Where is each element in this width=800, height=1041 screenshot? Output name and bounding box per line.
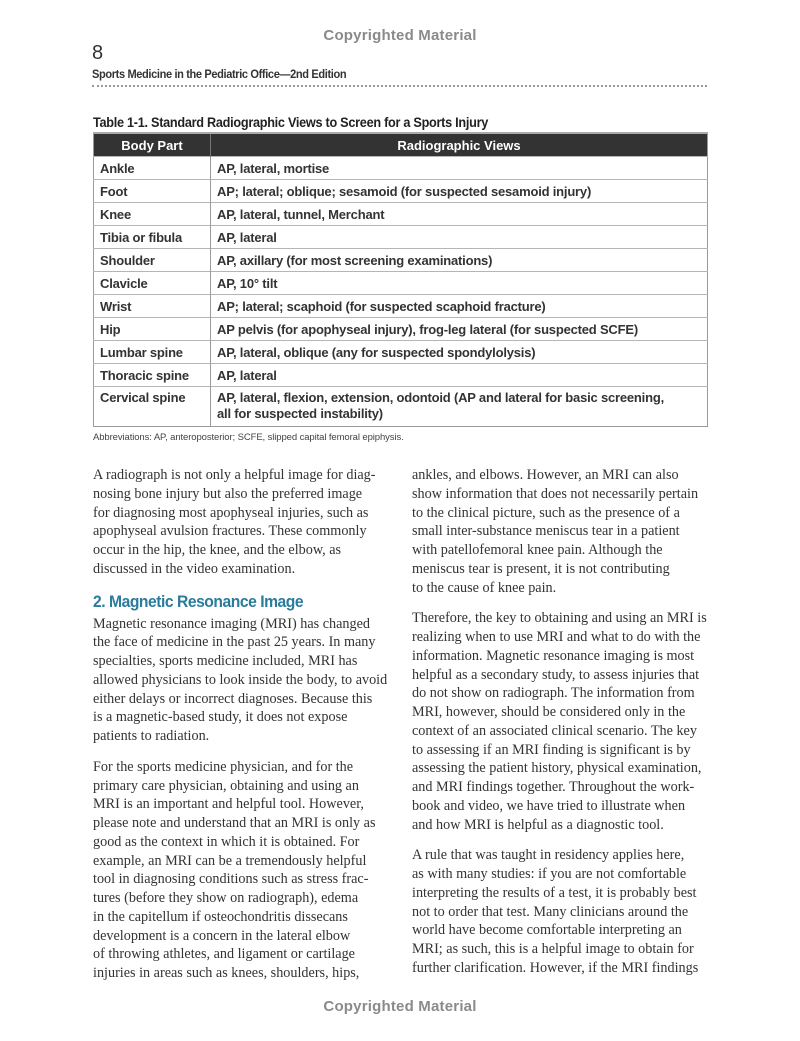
- table-row: [94, 180, 708, 203]
- cell-body-part: Lumbar spine: [94, 341, 211, 364]
- text-line: helpful as a secondary study, to assess injuries that: [412, 666, 700, 683]
- text-line: development is a concern in the lateral elbow: [93, 927, 351, 944]
- cell-views-line: AP, lateral, flexion, extension, odontoid (AP and lateral for basic screening,: [217, 390, 664, 405]
- column-header-body-part: Body Part: [94, 133, 211, 157]
- cell-body-part: Knee: [94, 203, 211, 226]
- text-line: is a magnetic-based study, it does not expose: [93, 709, 348, 726]
- cell-views: AP, lateral, tunnel, Merchant: [211, 203, 708, 226]
- cell-body-part: Cervical spine: [94, 387, 211, 427]
- column-header-radiographic-views: Radiographic Views: [211, 133, 708, 157]
- text-line: with patellofemoral knee pain. Although the: [412, 542, 663, 558]
- text-line: as with many studies: if you are not comfortable: [412, 866, 687, 882]
- paragraph: [412, 466, 708, 597]
- table-row: [94, 272, 708, 295]
- paragraph: [412, 846, 708, 977]
- text-line: MRI is an important and helpful tool. However,: [93, 796, 364, 813]
- text-line: MRI, however, should be considered only in the: [412, 704, 686, 720]
- header-dotted-rule: [92, 85, 707, 87]
- section-heading: 2. Magnetic Resonance Image: [93, 591, 304, 611]
- text-line: discussed in the video examination.: [93, 560, 296, 577]
- text-line: tures (before they show on radiograph), edema: [93, 890, 359, 906]
- text-line: Magnetic resonance imaging (MRI) has changed: [93, 615, 370, 632]
- body-column-right: [412, 466, 708, 990]
- paragraph: [412, 609, 708, 834]
- cell-body-part: Wrist: [94, 295, 211, 318]
- paragraph: [93, 615, 389, 746]
- text-line: show information that does not necessarily pertain: [412, 485, 699, 502]
- text-line: ankles, and elbows. However, an MRI can also: [412, 467, 679, 483]
- running-head: Sports Medicine in the Pediatric Office—2nd Edition: [92, 67, 347, 81]
- text-line: either delays or incorrect diagnoses. Because this: [93, 690, 373, 707]
- text-line: to assessing if an MRI finding is significant is by: [412, 741, 691, 758]
- paragraph: [93, 466, 389, 579]
- cell-views: AP; lateral; oblique; sesamoid (for suspected sesamoid injury): [211, 180, 708, 203]
- page-number: 8: [92, 42, 104, 64]
- text-line: realizing when to use MRI and what to do with the: [412, 629, 701, 645]
- text-line: to the cause of knee pain.: [412, 579, 557, 596]
- text-line: to the clinical picture, such as the presence of a: [412, 504, 680, 521]
- text-line: Therefore, the key to obtaining and using an MRI is: [412, 610, 707, 627]
- text-line: injuries in areas such as knees, shoulders, hips,: [93, 965, 360, 981]
- table-footnote: Abbreviations: AP, anteroposterior; SCFE, slipped capital femoral epiphysis.: [93, 432, 404, 443]
- text-line: interpreting the results of a test, it is probably best: [412, 884, 697, 901]
- text-line: not to order that test. Many clinicians around the: [412, 903, 689, 920]
- text-line: assessing the patient history, physical examination,: [412, 760, 702, 777]
- text-line: primary care physician, obtaining and using an: [93, 777, 359, 794]
- text-line: the face of medicine in the past 25 years. In many: [93, 634, 376, 651]
- cell-views: AP, lateral, mortise: [211, 157, 708, 180]
- text-line: small inter-substance meniscus tear in a patient: [412, 523, 680, 540]
- table-row: [94, 364, 708, 387]
- text-line: world have become comfortable interpreting an: [412, 922, 682, 939]
- text-line: specialties, sports medicine included, MRI has: [93, 653, 358, 669]
- cell-views: [211, 387, 708, 427]
- cell-views-line: all for suspected instability): [217, 406, 383, 421]
- text-line: apophyseal avulsion fractures. These commonly: [93, 523, 367, 540]
- cell-body-part: Hip: [94, 318, 211, 341]
- text-line: in the capitellum if osteochondritis dissecans: [93, 908, 348, 925]
- text-line: book and video, we have tried to illustrate when: [412, 797, 686, 814]
- cell-views: AP, lateral: [211, 226, 708, 249]
- table-row: [94, 203, 708, 226]
- cell-views: AP, lateral: [211, 364, 708, 387]
- table-row: [94, 341, 708, 364]
- cell-views: AP, axillary (for most screening examinations): [211, 249, 708, 272]
- text-line: meniscus tear is present, it is not contributing: [412, 560, 670, 577]
- watermark-top: Copyrighted Material: [323, 27, 477, 44]
- text-line: example, an MRI can be a tremendously helpful: [93, 852, 367, 869]
- text-line: MRI; as such, this is a helpful image to obtain for: [412, 941, 694, 957]
- cell-body-part: Foot: [94, 180, 211, 203]
- text-line: further clarification. However, if the MRI findings: [412, 959, 699, 976]
- cell-views: AP, 10° tilt: [211, 272, 708, 295]
- text-line: for diagnosing most apophyseal injuries, such as: [93, 504, 369, 521]
- table-row: [94, 387, 708, 427]
- text-line: do not show on radiograph. The information from: [412, 685, 695, 702]
- cell-views: AP, lateral, oblique (any for suspected spondylolysis): [211, 341, 708, 364]
- table-row: [94, 226, 708, 249]
- table-row: [94, 157, 708, 180]
- cell-body-part: Clavicle: [94, 272, 211, 295]
- text-line: information. Magnetic resonance imaging is most: [412, 647, 695, 664]
- table-row: [94, 318, 708, 341]
- text-line: good as the context in which it is obtained. For: [93, 833, 360, 850]
- text-line: For the sports medicine physician, and for the: [93, 758, 354, 775]
- text-line: A rule that was taught in residency applies here,: [412, 847, 685, 864]
- cell-body-part: Tibia or fibula: [94, 226, 211, 249]
- text-line: occur in the hip, the knee, and the elbow, as: [93, 542, 342, 558]
- cell-body-part: Ankle: [94, 157, 211, 180]
- table-row: [94, 295, 708, 318]
- paragraph: [93, 758, 389, 983]
- text-line: allowed physicians to look inside the body, to avoid: [93, 671, 388, 688]
- text-line: A radiograph is not only a helpful image for diag-: [93, 467, 376, 483]
- radiographic-views-table: [93, 132, 708, 427]
- watermark-bottom: Copyrighted Material: [323, 998, 477, 1015]
- text-line: context of an associated clinical scenario. The key: [412, 722, 697, 739]
- text-line: and MRI findings together. Throughout the work-: [412, 779, 695, 795]
- text-line: of throwing athletes, and ligament or cartilage: [93, 946, 355, 963]
- cell-views: AP pelvis (for apophyseal injury), frog-leg lateral (for suspected SCFE): [211, 318, 708, 341]
- text-line: nosing bone injury but also the preferred image: [93, 485, 363, 502]
- text-line: tool in diagnosing conditions such as stress frac-: [93, 871, 369, 888]
- text-line: patients to radiation.: [93, 728, 210, 744]
- table-row: [94, 249, 708, 272]
- cell-body-part: Shoulder: [94, 249, 211, 272]
- text-line: please note and understand that an MRI is only as: [93, 815, 376, 831]
- table-header-row: [94, 133, 708, 157]
- table-caption: Table 1-1. Standard Radiographic Views to Screen for a Sports Injury: [93, 115, 489, 130]
- body-column-left: [93, 466, 389, 995]
- text-line: and how MRI is helpful as a diagnostic tool.: [412, 816, 664, 833]
- cell-body-part: Thoracic spine: [94, 364, 211, 387]
- cell-views: AP; lateral; scaphoid (for suspected scaphoid fracture): [211, 295, 708, 318]
